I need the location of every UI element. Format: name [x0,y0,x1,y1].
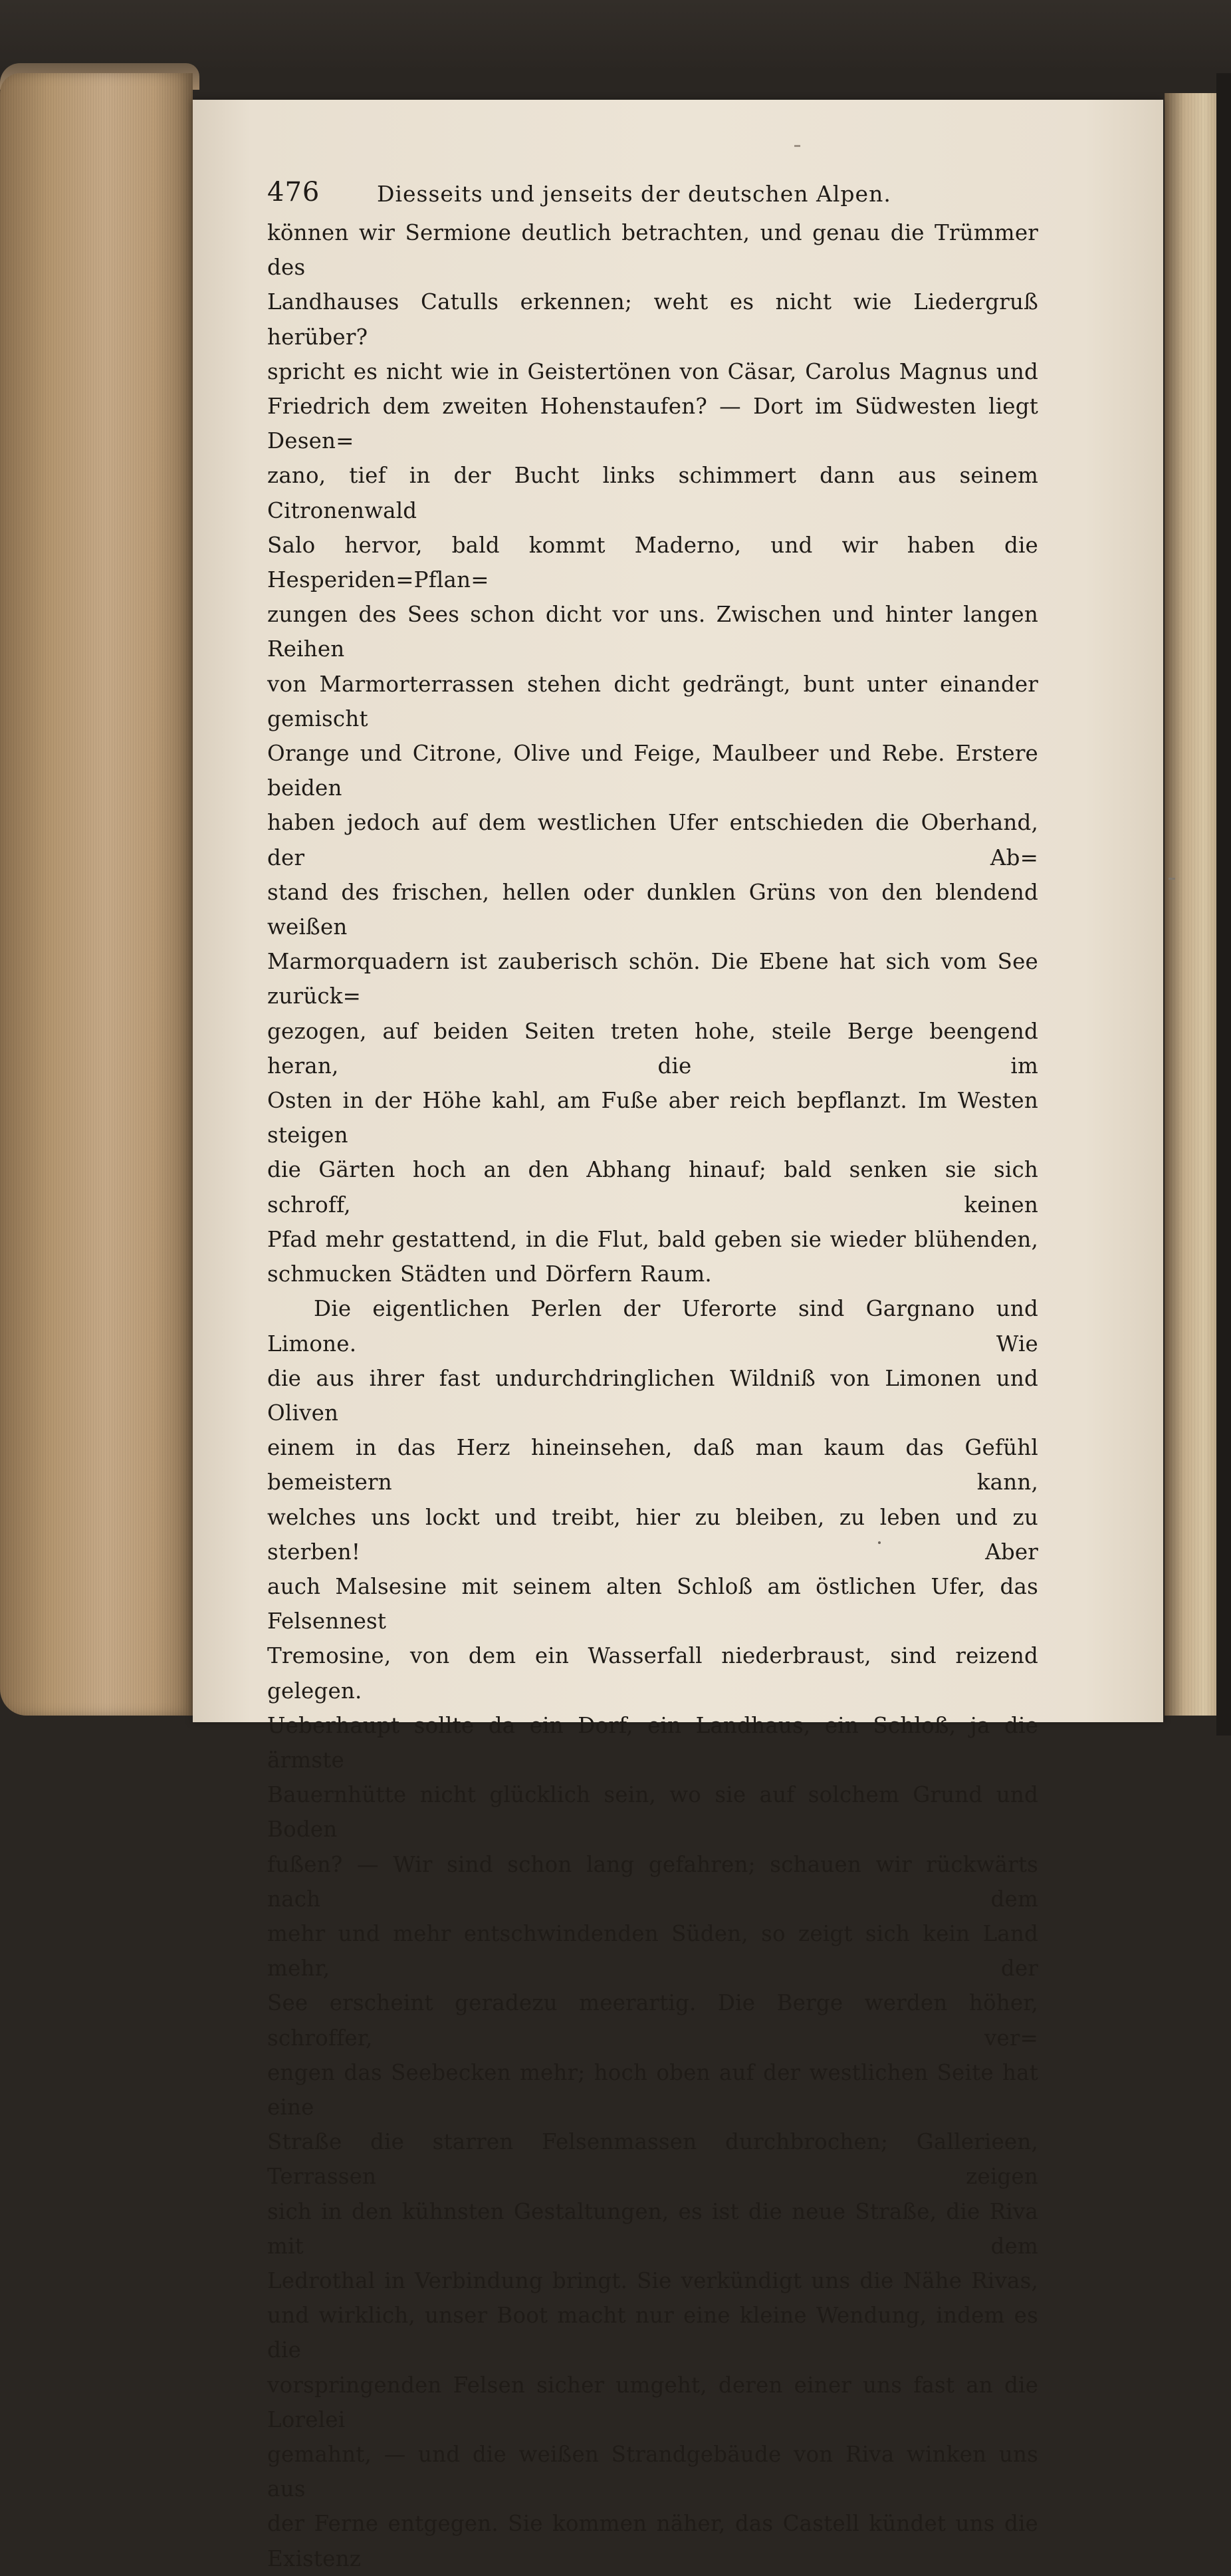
text-line: See erscheint geradezu meerartig. Die Berge werden höher, schroffer, ver= [267,1990,1038,2051]
text-line: der Ferne entgegen. Sie kommen näher, das Castell kündet uns die Existenz [267,2511,1038,2571]
page-content [267,169,1038,2576]
text-line: von Marmorterrassen stehen dicht gedrängt, bunt unter einander gemischt [267,671,1038,731]
paragraph-1 [267,215,1038,1291]
text-line: Landhauses Catulls erkennen; weht es nicht wie Liedergruß herüber? [267,289,1038,350]
text-line: stand des frischen, hellen oder dunklen Grüns von den blendend weißen [267,879,1038,940]
right-backdrop [1216,73,1231,1736]
running-title: Diesseits und jenseits der deutschen Alpen. [377,181,891,207]
text-line: gezogen, auf beiden Seiten treten hohe, steile Berge beengend heran, die im [267,1018,1038,1079]
text-line: sich in den kühnsten Gestaltungen, es ist die neue Straße, die Riva mit dem [267,2198,1038,2259]
text-line: zano, tief in der Bucht links schimmert dann aus seinem Citronenwald [267,463,1038,523]
backdrop [0,0,1231,73]
left-page-stack [0,73,193,1716]
text-line: fußen? — Wir sind schon lang gefahren; schauen wir rückwärts nach dem [267,1851,1038,1912]
text-line: die aus ihrer fast undurchdringlichen Wildniß von Limonen und Oliven [267,1365,1038,1426]
print-speck [794,145,800,147]
text-line: Tremosine, von dem ein Wasserfall niederbraust, sind reizend gelegen. [267,1643,1038,1704]
text-line: einem in das Herz hineinsehen, daß man kaum das Gefühl bemeistern kann, [267,1435,1038,1495]
text-line: vorspringenden Felsen sicher umgeht, deren einer uns fast an die Lorelei [267,2372,1038,2432]
page-number: 476 [267,177,320,207]
body-text [267,215,1038,2576]
book-page [193,100,1163,2571]
text-line: Bauernhütte nicht glücklich sein, wo sie auf solchem Grund und Boden [267,1782,1038,1843]
text-line: können wir Sermione deutlich betrachten, und genau die Trümmer des [267,220,1038,281]
text-line: Osten in der Höhe kahl, am Fuße aber reich bepflanzt. Im Westen steigen [267,1088,1038,1148]
text-line: engen das Seebecken mehr; hoch oben auf der westlichen Seite hat eine [267,2059,1038,2120]
text-line: Ledrothal in Verbindung bringt. Sie verkündigt uns die Nähe Rivas, [267,2267,1038,2293]
text-line: Marmorquadern ist zauberisch schön. Die Ebene hat sich vom See zurück= [267,949,1038,1009]
text-line: spricht es nicht wie in Geistertönen von Cäsar, Carolus Magnus und [267,358,1038,384]
text-line: Friedrich dem zweiten Hohenstaufen? — Dort im Südwesten liegt Desen= [267,394,1038,454]
text-line: gemahnt, — und die weißen Strandgebäude von Riva winken uns aus [267,2442,1038,2502]
print-speck [1169,878,1175,880]
text-line: mehr und mehr entschwindenden Süden, so zeigt sich kein Land mehr, der [267,1920,1038,1982]
text-line: die Gärten hoch an den Abhang hinauf; bald senken sie sich schroff, keinen [267,1157,1038,1218]
text-line: und wirklich, unser Boot macht nur eine kleine Wendung, indem es die [267,2303,1038,2363]
text-line: zungen des Sees schon dicht vor uns. Zwischen und hinter langen Reihen [267,602,1038,662]
text-line: welches uns lockt und treibt, hier zu bleiben, zu leben und zu sterben! Aber [267,1504,1038,1565]
text-line: Straße die starren Felsenmassen durchbrochen; Gallerieen, Terrassen zeigen [267,2129,1038,2190]
paragraph-2 [267,1291,1038,2576]
text-line: haben jedoch auf dem westlichen Ufer entschieden die Oberhand, der Ab= [267,810,1038,870]
text-line: auch Malsesine mit seinem alten Schloß am östlichen Ufer, das Felsennest [267,1573,1038,1634]
text-line: Ueberhaupt sollte da ein Dorf, ein Landhaus, ein Schloß, ja die ärmste [267,1712,1038,1773]
text-line: Orange und Citrone, Olive und Feige, Maulbeer und Rebe. Erstere beiden [267,741,1038,801]
text-line: Die eigentlichen Perlen der Uferorte sind Gargnano und Limone. Wie [267,1296,1038,1356]
running-head [267,169,1038,215]
text-line: Salo hervor, bald kommt Maderno, und wir haben die Hesperiden=Pflan= [267,532,1038,593]
text-line: Pfad mehr gestattend, in die Flut, bald geben sie wieder blühenden, [267,1226,1038,1252]
text-line: schmucken Städten und Dörfern Raum. [267,1261,712,1287]
